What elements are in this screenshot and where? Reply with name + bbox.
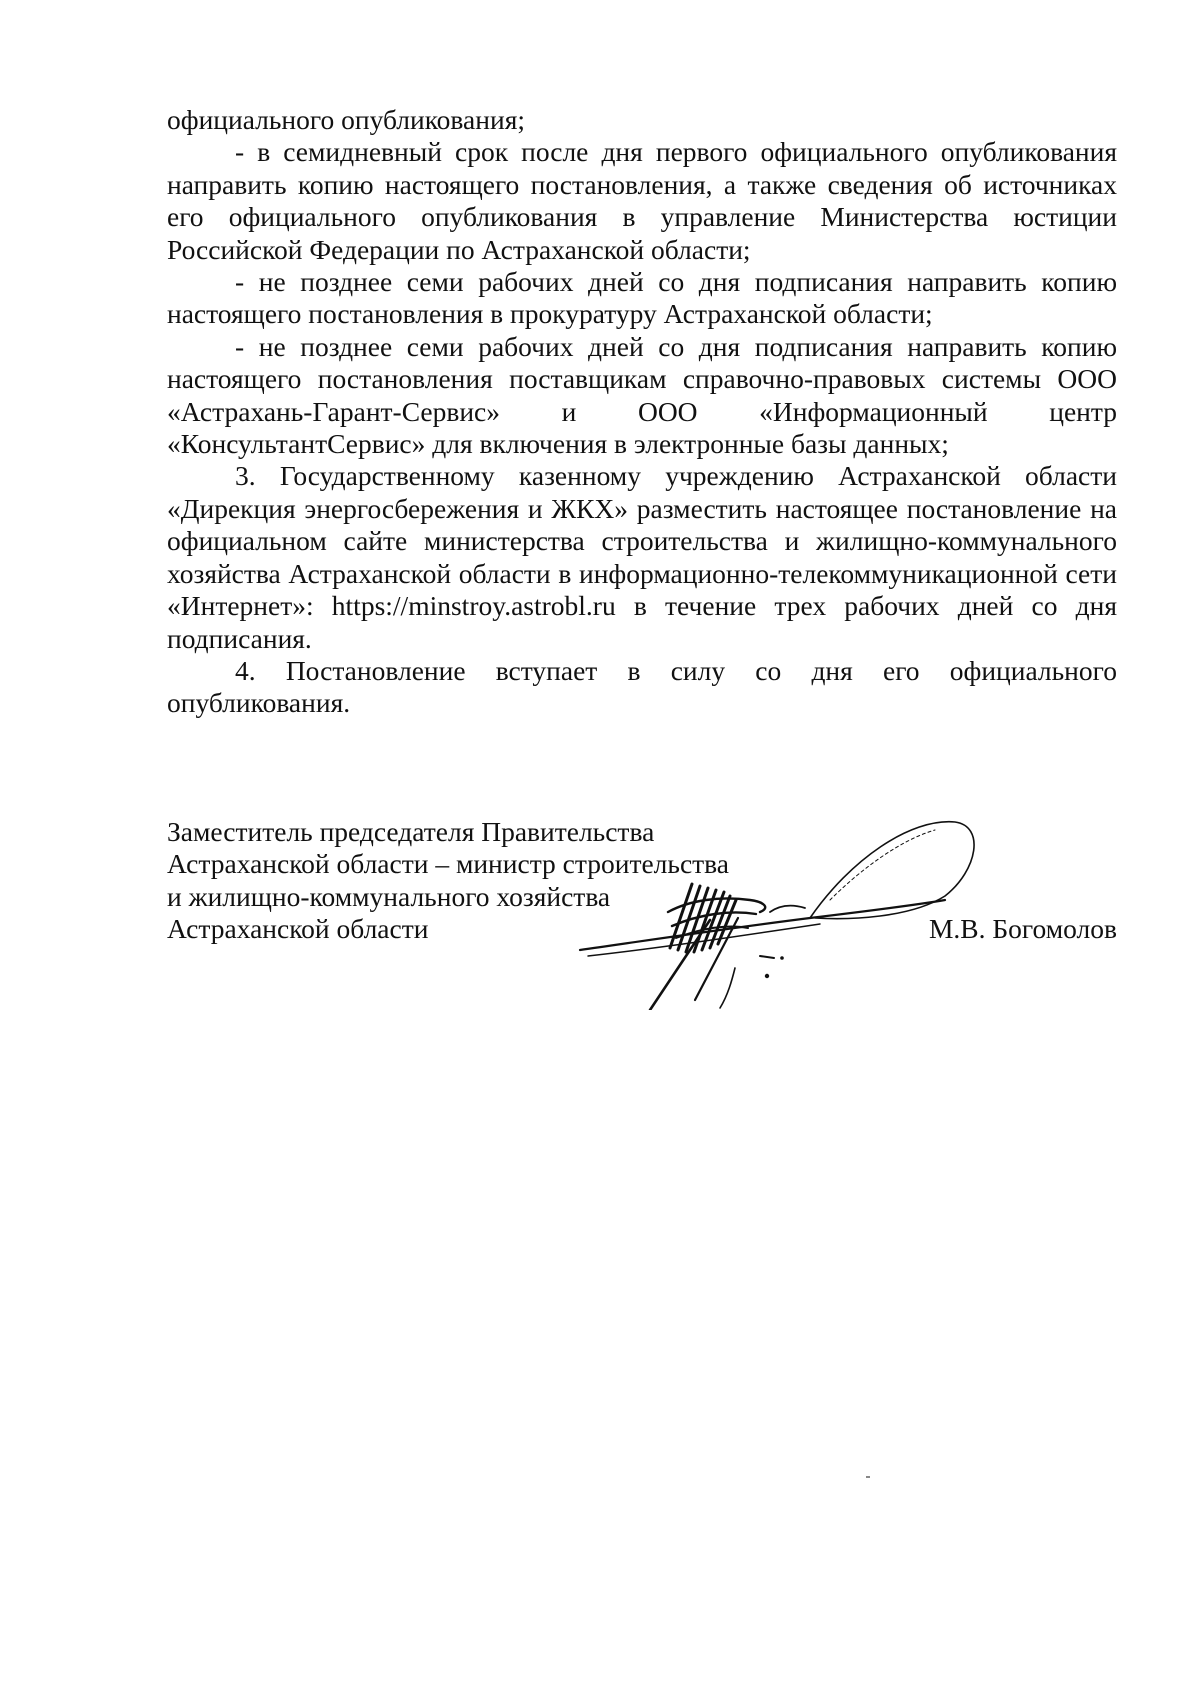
signatory-title-line: Астраханской области – министр строительства (167, 848, 729, 880)
signatory-title-line: и жилищно-коммунального хозяйства (167, 880, 611, 912)
paragraph-legal-systems: - не позднее семи рабочих дней со дня подписания направить копию настоящего постановления поставщикам справочно-правовых системы ООО «Астрахань-Гарант-Сервис» и ООО «Информационный центр «КонсультантСервис» для включения в электронные базы данных; (167, 330, 1117, 460)
paragraph-effective-date: 4. Постановление вступает в силу со дня его официального опубликования. (167, 654, 1117, 719)
scan-speck (866, 1476, 870, 1478)
paragraph-continuation: официального опубликования; (167, 104, 525, 135)
handwritten-signature (560, 800, 1000, 1010)
signatory-name: М.В. Богомолов (928, 913, 1117, 944)
signatory-title-line: Астраханской области (167, 913, 429, 945)
paragraph-ministry-of-justice: - в семидневный срок после дня первого официального опубликования направить копию настоящего постановления, а также сведения об источниках его официального опубликования в управление Министерства юстиции Российской Федерации по Астраханской области; (167, 136, 1117, 265)
signatory-title-line: Заместитель председателя Правительства (167, 816, 655, 847)
paragraph-website-publication: 3. Государственному казенному учреждению Астраханской области «Дирекция энергосбережения и ЖКХ» разместить настоящее постановление на официальном сайте министерства строительства и жилищно-коммунального хозяйства Астраханской области в информационно-телекоммуникационной сети «Интернет»: https://minstroy.astrobl.ru в течение трех рабочих дней со дня подписания. (167, 460, 1117, 654)
document-body (167, 104, 1117, 720)
paragraph-prosecutor: - не позднее семи рабочих дней со дня подписания направить копию настоящего постановления в прокуратуру Астраханской области; (167, 266, 1117, 330)
